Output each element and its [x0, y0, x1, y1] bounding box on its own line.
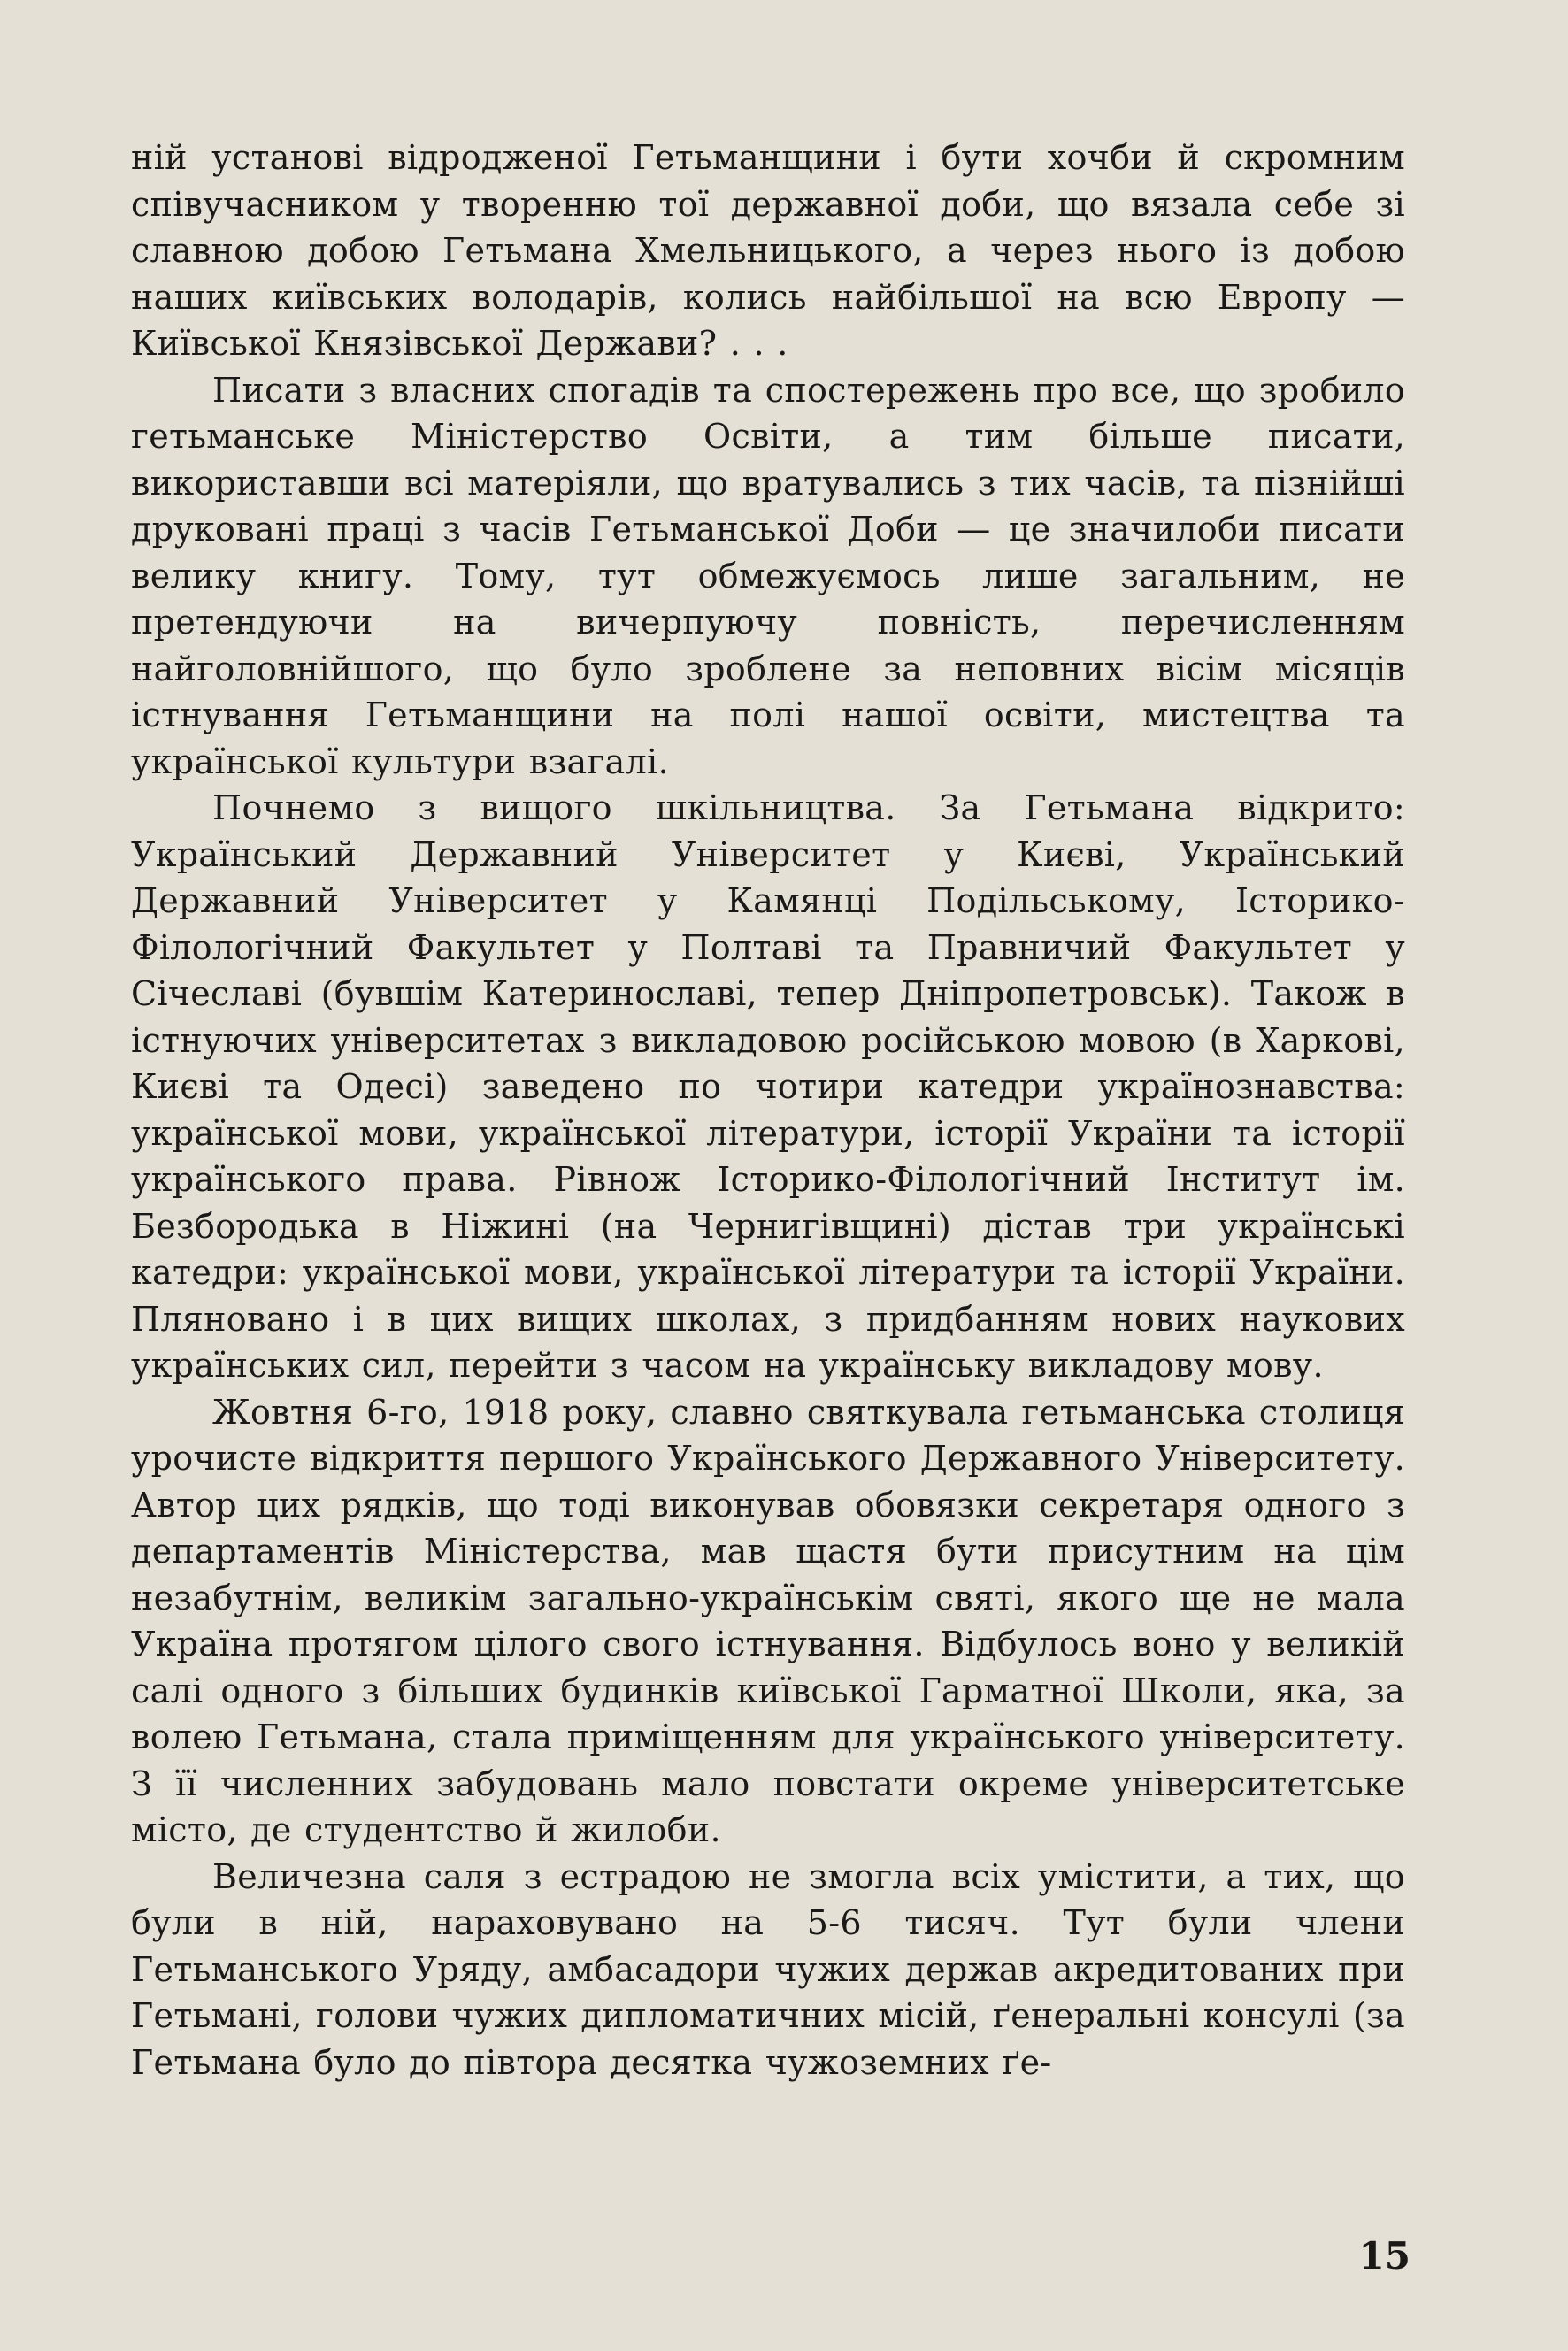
paragraph-1: ній установі відродженої Гетьманщини і бути хочби й скромним співучасником у творенню тої державної доби, що вязала себе зі славною добою Гетьмана Хмельницького, а через нього із добою наших київських володарів, колись найбільшої на всю Европу — Київської Князівської Держави? . . . [131, 138, 1405, 363]
paragraph-4: Жовтня 6-го, 1918 року, славно святкувала гетьманська столиця урочисте відкриття першого Українського Державного Університету. Автор цих рядків, що тоді виконував обовязки секретаря одного з департаментів Міністерства, мав щастя бути присутним на цім незабутнім, великім загально-українськім святі, якого ще не мала Україна протягом цілого свого істнування. Відбулось воно у великій салі одного з більших будинків київської Гарматної Школи, яка, за волею Гетьмана, стала приміщенням для українського університету. З її численних забудовань мало повстати окреме університетське місто, де студентство й жилоби. [131, 1392, 1405, 1849]
paragraph-2: Писати з власних спогадів та спостережень про все, що зробило гетьманське Міністерство Освіти, а тим більше писати, використавши всі матеріяли, що вратувались з тих часів, та пізнійші друковані праці з часів Гетьманської Доби — це значилоби писати велику книгу. Тому, тут обмежуємось лише загальним, не претендуючи на вичерпуючу повність, перечисленням найголовнійшого, що було зроблене за неповних вісім місяців істнування Гетьманщини на полі нашої освіти, мистецтва та української культури взагалі. [131, 370, 1405, 781]
body-text [131, 134, 1405, 2086]
page-number: 15 [1358, 2234, 1410, 2278]
paragraph-3: Почнемо з вищого шкільництва. За Гетьмана відкрито: Український Державний Університет у Києві, Український Державний Університет у Камянці Подільському, Історико-Філологічний Факультет у Полтаві та Правничий Факультет у Січеславі (бувшім Катеринославі, тепер Дніпропетровськ). Також в істнуючих університетах з викладовою російською мовою (в Харкові, Києві та Одесі) заведено по чотири катедри українознавства: української мови, української літератури, історії України та історії українського права. Рівнож Історико-Філологічний Інститут ім. Безбородька в Ніжині (на Чернигівщині) дістав три українські катедри: української мови, української літератури та історії України. Пляновано і в цих вищих школах, з придбанням нових наукових українських сил, перейти з часом на українську викладову мову. [131, 788, 1405, 1385]
paragraph-5: Величезна саля з естрадою не змогла всіх умістити, а тих, що були в ній, нараховувано на 5-6 тисяч. Тут були члени Гетьманського Уряду, амбасадори чужих держав акредитованих при Гетьмані, голови чужих дипломатичних місій, ґенеральні консулі (за Гетьмана було до півтора десятка чужоземних ґе- [131, 1856, 1405, 2082]
